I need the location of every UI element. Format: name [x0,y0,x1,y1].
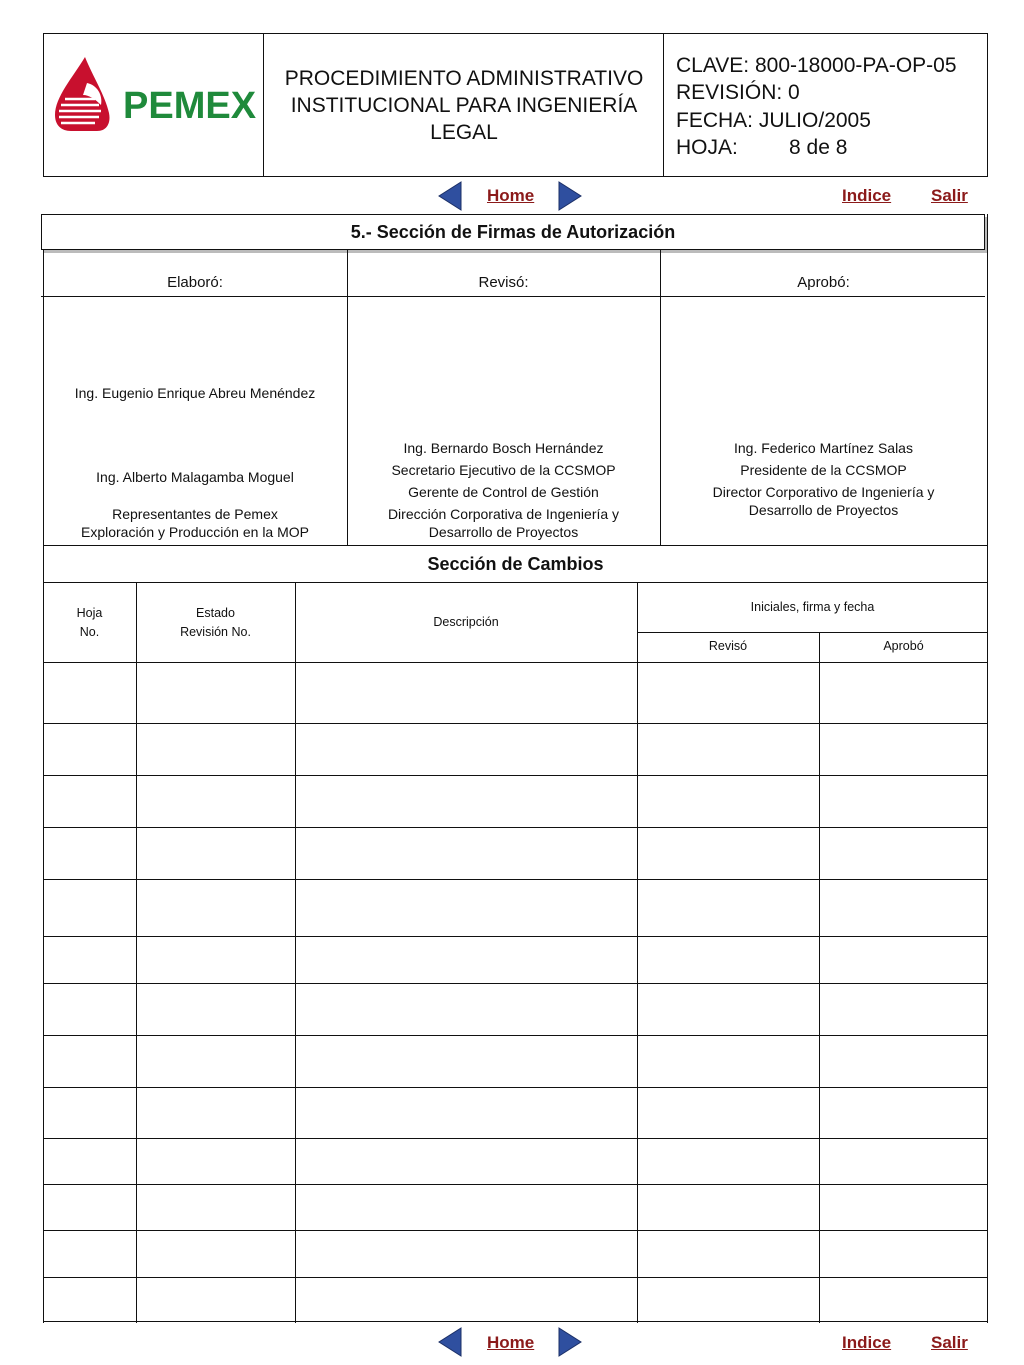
document-info [664,33,988,177]
reviso-role: Gerente de Control de Gestión [408,484,599,500]
salir-link[interactable]: Salir [931,186,968,205]
table-row [43,1035,988,1036]
document-title [264,33,664,177]
aprobo-role: Desarrollo de Proyectos [748,502,899,518]
table-row [43,1087,988,1088]
reviso-role: Dirección Corporativa de Ingeniería y [387,506,620,522]
home-link[interactable]: Home [487,186,535,205]
salir-link[interactable]: Salir [931,1333,968,1352]
table-row [43,1184,988,1185]
column-divider [136,582,137,1323]
elaboro-header: Elaboró: [167,274,223,291]
aprobo-header: Aprobó [883,639,924,653]
elaboro-role: Exploración y Producción en la MOP [81,524,309,540]
header-row-divider [43,662,988,663]
aprobo-role: Presidente de la CCSMOP [740,462,907,478]
row-divider [41,296,985,297]
previous-page-icon[interactable] [437,180,463,212]
elaboro-name: Ing. Alberto Malagamba Moguel [96,469,294,485]
table-row [43,775,988,776]
fecha-text: FECHA: JULIO/2005 [676,109,871,132]
table-row [43,1321,988,1322]
row-divider [43,582,988,583]
reviso-role: Desarrollo de Proyectos [428,524,579,540]
elaboro-role: Representantes de Pemex [112,506,278,522]
reviso-name: Ing. Bernardo Bosch Hernández [403,440,604,456]
revision-no-header: Revisión No. [180,625,251,639]
column-divider [819,632,820,1323]
table-row [43,1277,988,1278]
pemex-eagle-icon [43,33,264,177]
reviso-header: Revisó: [478,274,529,291]
previous-page-icon[interactable] [437,1326,463,1358]
clave-text: CLAVE: 800-18000-PA-OP-05 [676,54,957,77]
pemex-wordmark: PEMEX [123,85,257,127]
home-link[interactable]: Home [487,1333,535,1352]
iniciales-header: Iniciales, firma y fecha [750,600,875,614]
column-divider [295,582,296,1323]
aprobo-role: Director Corporativo de Ingeniería y [712,484,935,500]
reviso-header: Revisó [708,639,748,653]
hoja-value: 8 de 8 [789,136,848,159]
estado-header: Estado [196,606,235,620]
table-row [43,723,988,724]
indice-link[interactable]: Indice [842,1333,892,1352]
row-divider [637,632,988,633]
hoja-label: HOJA: [676,136,738,159]
elaboro-name: Ing. Eugenio Enrique Abreu Menéndez [74,385,316,401]
table-row [43,879,988,880]
hoja-no-header: No. [79,625,100,639]
hoja-header: Hoja [76,606,103,620]
reviso-role: Secretario Ejecutivo de la CCSMOP [391,462,616,478]
table-row [43,983,988,984]
table-row [43,936,988,937]
aprobo-name: Ing. Federico Martínez Salas [734,440,913,456]
column-divider [347,250,348,546]
pemex-logo [43,33,264,177]
firmas-section-title: 5.- Sección de Firmas de Autorización [41,214,985,250]
table-row [43,1230,988,1231]
title-line: INSTITUCIONAL PARA INGENIERÍA [290,93,638,117]
title-line: LEGAL [430,120,498,144]
next-page-icon[interactable] [557,180,583,212]
table-border [987,214,988,546]
table-row [43,1138,988,1139]
title-line: PROCEDIMIENTO ADMINISTRATIVO [284,66,644,90]
indice-link[interactable]: Indice [842,186,892,205]
descripcion-header: Descripción [433,615,499,629]
table-row [43,827,988,828]
cambios-section-title: Sección de Cambios [427,553,604,574]
column-divider [637,582,638,1323]
next-page-icon[interactable] [557,1326,583,1358]
aprobo-header: Aprobó: [797,274,850,291]
revision-text: REVISIÓN: 0 [676,81,800,104]
